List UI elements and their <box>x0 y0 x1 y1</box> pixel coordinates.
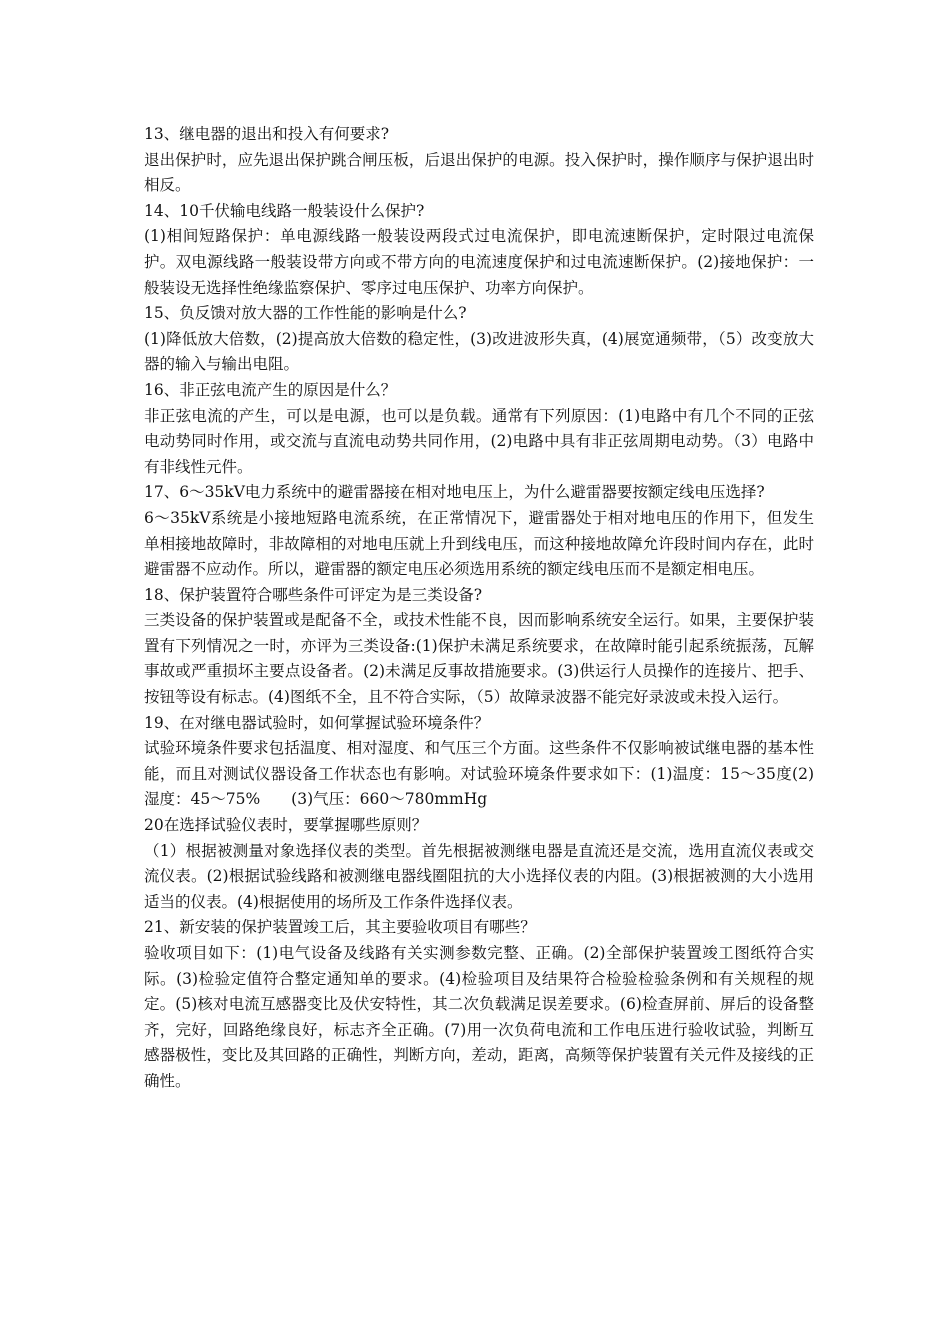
answer-20: （1）根据被测量对象选择仪表的类型。首先根据被测继电器是直流还是交流，选用直流仪表或交流仪表。(2)根据试验线路和被测继电器线圈阻抗的大小选择仪表的内阻。(3)根据被测的大小选用适当的仪表。(4)根据使用的场所及工作条件选择仪表。 <box>144 841 814 911</box>
answer-15: (1)降低放大倍数，(2)提高放大倍数的稳定性，(3)改进波形失真，(4)展宽通频带，（5）改变放大器的输入与输出电阻。 <box>144 329 814 374</box>
answer-19: 试验环境条件要求包括温度、相对湿度、和气压三个方面。这些条件不仅影响被试继电器的基本性能，而且对测试仪器设备工作状态也有影响。对试验环境条件要求如下：(1)温度：15～35度(2)湿度：45～75% (3)气压：660～780mmHg <box>144 739 814 809</box>
question-18: 18、保护装置符合哪些条件可评定为是三类设备? <box>144 585 483 604</box>
question-17: 17、6～35kV电力系统中的避雷器接在相对地电压上，为什么避雷器要按额定线电压选择? <box>144 483 765 502</box>
answer-17: 6～35kV系统是小接地短路电流系统，在正常情况下，避雷器处于相对地电压的作用下，但发生单相接地故障时，非故障相的对地电压就上升到线电压，而这种接地故障允许段时间内存在，此时避雷器不应动作。所以，避雷器的额定电压必须选用系统的额定线电压而不是额定相电压。 <box>144 508 814 579</box>
question-20: 20在选择试验仪表时，要掌握哪些原则？ <box>144 816 428 835</box>
answer-16: 非正弦电流的产生，可以是电源，也可以是负载。通常有下列原因：(1)电路中有几个不同的正弦电动势同时作用，或交流与直流电动势共同作用，(2)电路中具有非正弦周期电动势。（3）电路中有非线性元件。 <box>144 406 814 476</box>
document-page <box>144 122 814 1095</box>
answer-21: 验收项目如下：(1)电气设备及线路有关实测参数完整、正确。(2)全部保护装置竣工图纸符合实际。(3)检验定值符合整定通知单的要求。(4)检验项目及结果符合检验检验条例和有关规程的规定。(5)核对电流互感器变比及伏安特性，其二次负载满足误差要求。(6)检查屏前、屏后的设备整齐，完好，回路绝缘良好，标志齐全正确。(7)用一次负荷电流和工作电压进行验收试验，判断互感器极性，变比及其回路的正确性，判断方向，差动，距离，高频等保护装置有关元件及接线的正确性。 <box>144 944 814 1090</box>
question-19: 19、在对继电器试验时，如何掌握试验环境条件？ <box>144 713 490 732</box>
question-16: 16、非正弦电流产生的原因是什么？ <box>144 380 397 399</box>
answer-14: (1)相间短路保护：单电源线路一般装设两段式过电流保护，即电流速断保护，定时限过电流保护。双电源线路一般装设带方向或不带方向的电流速度保护和过电流速断保护。(2)接地保护：一般装设无选择性绝缘监察保护、零序过电压保护、功率方向保护。 <box>144 227 814 297</box>
answer-13: 退出保护时，应先退出保护跳合闸压板，后退出保护的电源。投入保护时，操作顺序与保护退出时相反。 <box>144 150 814 195</box>
question-13: 13、继电器的退出和投入有何要求? <box>144 125 390 143</box>
question-14: 14、10千伏输电线路一般装设什么保护? <box>144 201 425 220</box>
answer-18: 三类设备的保护装置或是配备不全，或技术性能不良，因而影响系统安全运行。如果，主要保护装置有下列情况之一时，亦评为三类设备:(1)保护未满足系统要求，在故障时能引起系统振荡，瓦解事故或严重损坏主要点设备者。(2)未满足反事故措施要求。(3)供运行人员操作的连接片、把手、按钮等设有标志。(4)图纸不全，且不符合实际，（5）故障录波器不能完好录波或未投入运行。 <box>144 611 814 707</box>
question-21: 21、新安装的保护装置竣工后，其主要验收项目有哪些？ <box>144 918 536 937</box>
question-15: 15、负反馈对放大器的工作性能的影响是什么? <box>144 304 467 323</box>
